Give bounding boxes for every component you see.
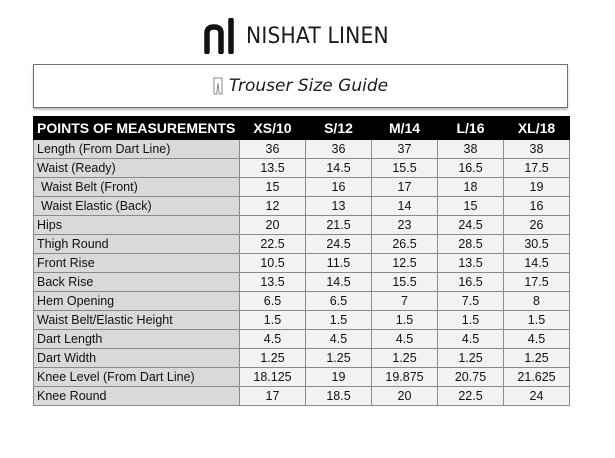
- measurement-label: Dart Width: [34, 349, 240, 368]
- measurement-value: 21.5: [306, 216, 372, 235]
- measurement-value: 6.5: [240, 292, 306, 311]
- measurement-label: Waist Elastic (Back): [34, 197, 240, 216]
- measurement-label: Knee Level (From Dart Line): [34, 368, 240, 387]
- table-row: [34, 235, 570, 254]
- table-row: [34, 216, 570, 235]
- measurement-value: 20: [372, 387, 438, 406]
- brand-header: [204, 16, 401, 56]
- measurement-label: Hem Opening: [34, 292, 240, 311]
- measurement-value: 37: [372, 140, 438, 159]
- measurement-value: 16: [306, 178, 372, 197]
- measurement-value: 24.5: [438, 216, 504, 235]
- measurement-value: 24: [504, 387, 570, 406]
- measurement-value: 17.5: [504, 159, 570, 178]
- table-row: [34, 368, 570, 387]
- table-row: [34, 273, 570, 292]
- measurement-value: 15: [438, 197, 504, 216]
- header-size-xl: XL/18: [504, 117, 570, 140]
- measurement-value: 1.25: [438, 349, 504, 368]
- page-title: Trouser Size Guide: [228, 76, 389, 96]
- measurement-value: 20.75: [438, 368, 504, 387]
- table-row: [34, 254, 570, 273]
- measurement-value: 23: [372, 216, 438, 235]
- size-table: [33, 116, 570, 406]
- table-row: [34, 387, 570, 406]
- table-row: [34, 330, 570, 349]
- trouser-icon: [213, 77, 223, 95]
- measurement-value: 12: [240, 197, 306, 216]
- measurement-value: 28.5: [438, 235, 504, 254]
- measurement-value: 6.5: [306, 292, 372, 311]
- measurement-value: 15: [240, 178, 306, 197]
- header-points-of-measurements: POINTS OF MEASUREMENTS: [34, 117, 240, 140]
- measurement-value: 8: [504, 292, 570, 311]
- measurement-value: 1.5: [504, 311, 570, 330]
- measurement-value: 1.5: [240, 311, 306, 330]
- measurement-value: 17: [240, 387, 306, 406]
- measurement-label: Length (From Dart Line): [34, 140, 240, 159]
- measurement-value: 1.25: [504, 349, 570, 368]
- measurement-value: 26.5: [372, 235, 438, 254]
- measurement-value: 21.625: [504, 368, 570, 387]
- nl-monogram-icon: [204, 18, 240, 54]
- measurement-value: 12.5: [372, 254, 438, 273]
- table-row: [34, 197, 570, 216]
- header-size-m: M/14: [372, 117, 438, 140]
- measurement-value: 18.5: [306, 387, 372, 406]
- measurement-value: 13.5: [438, 254, 504, 273]
- measurement-value: 4.5: [372, 330, 438, 349]
- measurement-value: 7.5: [438, 292, 504, 311]
- measurement-value: 14.5: [306, 273, 372, 292]
- measurement-label: Waist Belt/Elastic Height: [34, 311, 240, 330]
- table-row: [34, 178, 570, 197]
- measurement-value: 14.5: [306, 159, 372, 178]
- header-size-xs: XS/10: [240, 117, 306, 140]
- measurement-value: 11.5: [306, 254, 372, 273]
- measurement-value: 4.5: [240, 330, 306, 349]
- measurement-label: Back Rise: [34, 273, 240, 292]
- measurement-value: 19: [306, 368, 372, 387]
- measurement-value: 13: [306, 197, 372, 216]
- measurement-value: 19: [504, 178, 570, 197]
- measurement-value: 22.5: [240, 235, 306, 254]
- brand-name: NISHAT LINEN: [246, 23, 389, 49]
- measurement-value: 4.5: [438, 330, 504, 349]
- measurement-value: 30.5: [504, 235, 570, 254]
- measurement-value: 36: [240, 140, 306, 159]
- measurement-label: Dart Length: [34, 330, 240, 349]
- measurement-value: 18: [438, 178, 504, 197]
- measurement-label: Front Rise: [34, 254, 240, 273]
- measurement-value: 1.5: [438, 311, 504, 330]
- measurement-value: 1.25: [306, 349, 372, 368]
- measurement-label: Waist Belt (Front): [34, 178, 240, 197]
- measurement-value: 7: [372, 292, 438, 311]
- table-row: [34, 159, 570, 178]
- measurement-value: 15.5: [372, 159, 438, 178]
- table-row: [34, 349, 570, 368]
- measurement-label: Thigh Round: [34, 235, 240, 254]
- measurement-value: 17.5: [504, 273, 570, 292]
- table-header-row: [34, 117, 570, 140]
- measurement-value: 15.5: [372, 273, 438, 292]
- measurement-value: 36: [306, 140, 372, 159]
- measurement-value: 1.5: [372, 311, 438, 330]
- measurement-value: 17: [372, 178, 438, 197]
- measurement-value: 13.5: [240, 159, 306, 178]
- measurement-value: 18.125: [240, 368, 306, 387]
- measurement-value: 14.5: [504, 254, 570, 273]
- measurement-value: 1.25: [240, 349, 306, 368]
- table-row: [34, 140, 570, 159]
- measurement-value: 14: [372, 197, 438, 216]
- table-row: [34, 311, 570, 330]
- measurement-value: 4.5: [306, 330, 372, 349]
- measurement-value: 16.5: [438, 159, 504, 178]
- measurement-value: 13.5: [240, 273, 306, 292]
- measurement-value: 20: [240, 216, 306, 235]
- table-row: [34, 292, 570, 311]
- measurement-value: 10.5: [240, 254, 306, 273]
- measurement-label: Knee Round: [34, 387, 240, 406]
- measurement-value: 16.5: [438, 273, 504, 292]
- measurement-value: 38: [504, 140, 570, 159]
- measurement-value: 19.875: [372, 368, 438, 387]
- title-banner: [33, 64, 568, 108]
- header-size-s: S/12: [306, 117, 372, 140]
- header-size-l: L/16: [438, 117, 504, 140]
- measurement-value: 16: [504, 197, 570, 216]
- measurement-value: 26: [504, 216, 570, 235]
- measurement-value: 22.5: [438, 387, 504, 406]
- measurement-label: Hips: [34, 216, 240, 235]
- measurement-value: 24.5: [306, 235, 372, 254]
- measurement-value: 38: [438, 140, 504, 159]
- measurement-value: 4.5: [504, 330, 570, 349]
- measurement-label: Waist (Ready): [34, 159, 240, 178]
- measurement-value: 1.25: [372, 349, 438, 368]
- measurement-value: 1.5: [306, 311, 372, 330]
